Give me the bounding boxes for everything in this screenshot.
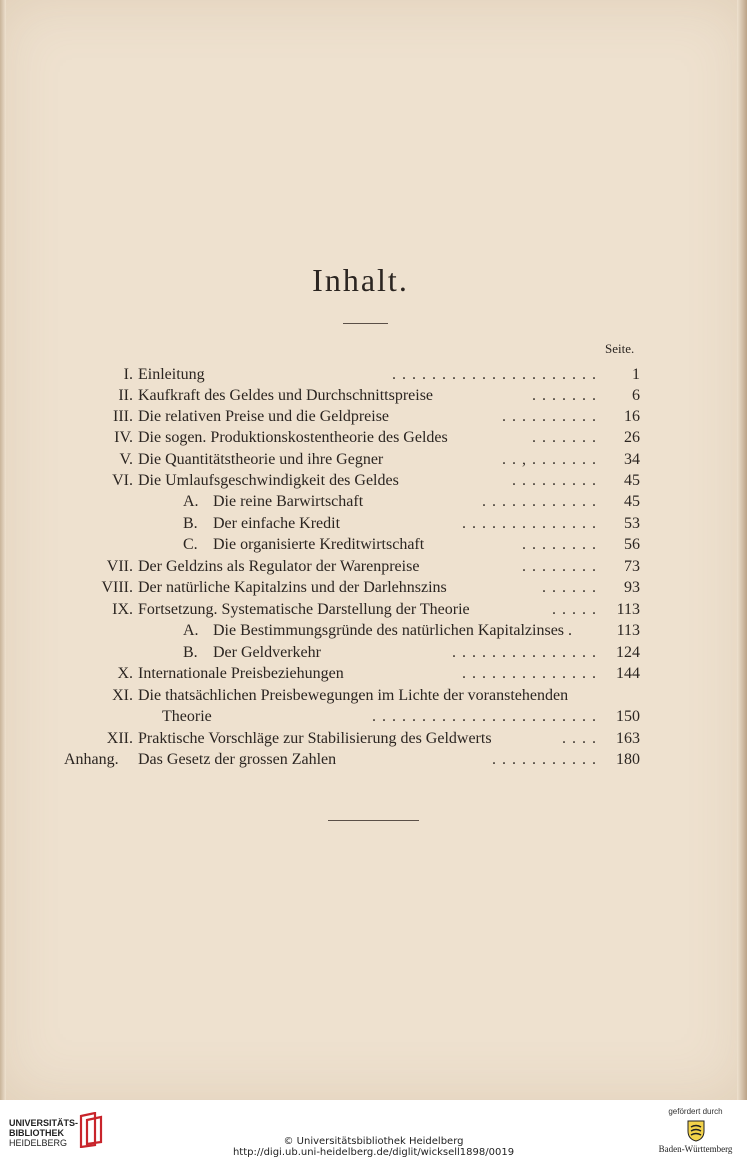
toc-entry-title: Einleitung xyxy=(138,366,205,383)
toc-entry-page: 73 xyxy=(624,558,640,575)
toc-entry xyxy=(0,622,747,644)
toc-entry-page: 124 xyxy=(616,644,640,661)
toc-entry-title: Kaufkraft des Geldes und Durchschnittspreise xyxy=(138,387,434,404)
toc-entry xyxy=(0,387,747,409)
toc-entry xyxy=(0,751,747,773)
end-rule xyxy=(328,820,419,821)
toc-entry-page: 93 xyxy=(624,579,640,596)
coat-of-arms-icon xyxy=(686,1118,706,1142)
toc-entry xyxy=(0,644,747,666)
toc-entry-title: Die thatsächlichen Preisbewegungen im Lichte der voranstehenden xyxy=(138,687,569,704)
toc-entry-title: Die Quantitätstheorie und ihre Gegner xyxy=(138,451,384,468)
source-url[interactable]: http://digi.ub.uni-heidelberg.de/diglit/wicksell1898/0019 xyxy=(232,1147,515,1158)
toc-entry-title: Das Gesetz der grossen Zahlen xyxy=(138,751,337,768)
toc-entry xyxy=(0,730,747,752)
funded-by-label: gefördert durch xyxy=(668,1107,723,1116)
toc-entry-page: 163 xyxy=(616,730,640,747)
toc-entry xyxy=(0,366,747,388)
toc-entry-number: VI. xyxy=(112,472,133,489)
page-title: Inhalt. xyxy=(312,262,409,298)
toc-entry-page: 6 xyxy=(632,387,640,404)
toc-entry-leader: . . . . . . . . . . . . . . xyxy=(462,665,597,682)
toc-entry-number: IV. xyxy=(114,429,133,446)
toc-entry-title: Die organisierte Kreditwirtschaft xyxy=(213,536,425,553)
toc-entry-title: Der natürliche Kapitalzins und der Darlehnszins xyxy=(138,579,447,596)
toc-entry-number: VIII. xyxy=(101,579,133,596)
toc-entry-leader: . . . . . . . . . . . xyxy=(492,751,597,768)
toc-entry-number: II. xyxy=(118,387,133,404)
toc-entry-number: III. xyxy=(113,408,133,425)
toc-entry xyxy=(0,665,747,687)
toc-entry-title: Theorie xyxy=(162,708,212,725)
toc-entry-number: B. xyxy=(183,644,198,661)
toc-entry-number: A. xyxy=(183,493,199,510)
toc-entry xyxy=(0,601,747,623)
toc-entry-leader: . . . . . xyxy=(552,601,597,618)
toc-entry-title: Die sogen. Produktionskostentheorie des Geldes xyxy=(138,429,448,446)
toc-entry-page: 113 xyxy=(616,622,640,639)
toc-entry xyxy=(0,451,747,473)
toc-entry-page: 45 xyxy=(624,472,640,489)
toc-entry xyxy=(0,493,747,515)
toc-entry-page: 56 xyxy=(624,536,640,553)
toc-entry-page: 1 xyxy=(632,366,640,383)
toc-entry-title: Praktische Vorschläge zur Stabilisierung des Geldwerts xyxy=(138,730,492,747)
copyright-text: © Universitätsbibliothek Heidelberg xyxy=(283,1136,464,1147)
toc-entry-page: 16 xyxy=(624,408,640,425)
toc-entry xyxy=(0,579,747,601)
toc-entry-leader: . . . . . . . . xyxy=(522,558,597,575)
toc-entry-title: Der Geldverkehr xyxy=(213,644,321,661)
toc-entry xyxy=(0,472,747,494)
toc-entry-leader: . . . . . . . . . . . . xyxy=(482,493,597,510)
toc-entry-number: I. xyxy=(123,366,133,383)
toc-entry-title: Fortsetzung. Systematische Darstellung der Theorie xyxy=(138,601,470,618)
toc-entry-leader: . . . . . . . . . . . . . . xyxy=(462,515,597,532)
toc-entry-title: Der Geldzins als Regulator der Warenpreise xyxy=(138,558,420,575)
toc-entry-page: 180 xyxy=(616,751,640,768)
toc-entry xyxy=(0,429,747,451)
toc-entry-leader: . . , . . . . . . . xyxy=(502,451,597,468)
toc-entry-leader: . . . . . . . . . . xyxy=(502,408,597,425)
toc-entry-title: Die Bestimmungsgründe des natürlichen Kapitalzinses . xyxy=(213,622,573,639)
toc-entry-title: Die reine Barwirtschaft xyxy=(213,493,364,510)
toc-entry-number: A. xyxy=(183,622,199,639)
toc-entry xyxy=(0,687,747,709)
toc-entry-title: Die Umlaufsgeschwindigkeit des Geldes xyxy=(138,472,399,489)
toc-entry-page: 144 xyxy=(616,665,640,682)
toc-entry-leader: . . . . xyxy=(562,730,597,747)
toc-entry-leader: . . . . . . . xyxy=(532,429,597,446)
toc-entry-title: Internationale Preisbeziehungen xyxy=(138,665,344,682)
toc-entry-number: X. xyxy=(117,665,133,682)
toc-entry-page: 45 xyxy=(624,493,640,510)
toc-entry-page: 26 xyxy=(624,429,640,446)
toc-entry-page: 34 xyxy=(624,451,640,468)
toc-entry xyxy=(0,408,747,430)
funder-name: Baden-Württemberg xyxy=(658,1144,733,1154)
library-name-line1: UNIVERSITÄTS- xyxy=(9,1118,79,1128)
toc-entry-page: 150 xyxy=(616,708,640,725)
library-name-line2: BIBLIOTHEK xyxy=(9,1128,64,1138)
toc-entry-title: Die relativen Preise und die Geldpreise xyxy=(138,408,390,425)
toc-entry-leader: . . . . . . xyxy=(542,579,597,596)
copyright-notice xyxy=(0,1136,747,1158)
library-name-line3: HEIDELBERG xyxy=(9,1138,68,1148)
toc-entry xyxy=(0,536,747,558)
toc-entry-leader: . . . . . . . . . . . . . . . . . . . . . xyxy=(392,366,597,383)
toc-entry-leader: . . . . . . . xyxy=(532,387,597,404)
toc-entry-page: 113 xyxy=(616,601,640,618)
toc-entry-number: XII. xyxy=(106,730,133,747)
toc-entry-number: B. xyxy=(183,515,198,532)
toc-entry-number: Anhang. xyxy=(64,751,119,768)
toc-entry-leader: . . . . . . . . . . . . . . . . . . . . . . . xyxy=(372,708,597,725)
toc-entry xyxy=(0,515,747,537)
toc-entry-page: 53 xyxy=(624,515,640,532)
toc-entry-title: Der einfache Kredit xyxy=(213,515,341,532)
toc-entry-number: VII. xyxy=(106,558,133,575)
toc-entry xyxy=(0,708,747,730)
toc-entry-leader: . . . . . . . . xyxy=(522,536,597,553)
toc-entry-number: V. xyxy=(119,451,133,468)
toc-entry-leader: . . . . . . . . . . . . . . . xyxy=(452,644,597,661)
toc-entry-number: IX. xyxy=(112,601,133,618)
toc-entry-leader: . . . . . . . . . xyxy=(512,472,597,489)
toc-entry-number: C. xyxy=(183,536,198,553)
toc-entry xyxy=(0,558,747,580)
toc-entry-number: XI. xyxy=(112,687,133,704)
seite-label: Seite. xyxy=(605,341,635,356)
